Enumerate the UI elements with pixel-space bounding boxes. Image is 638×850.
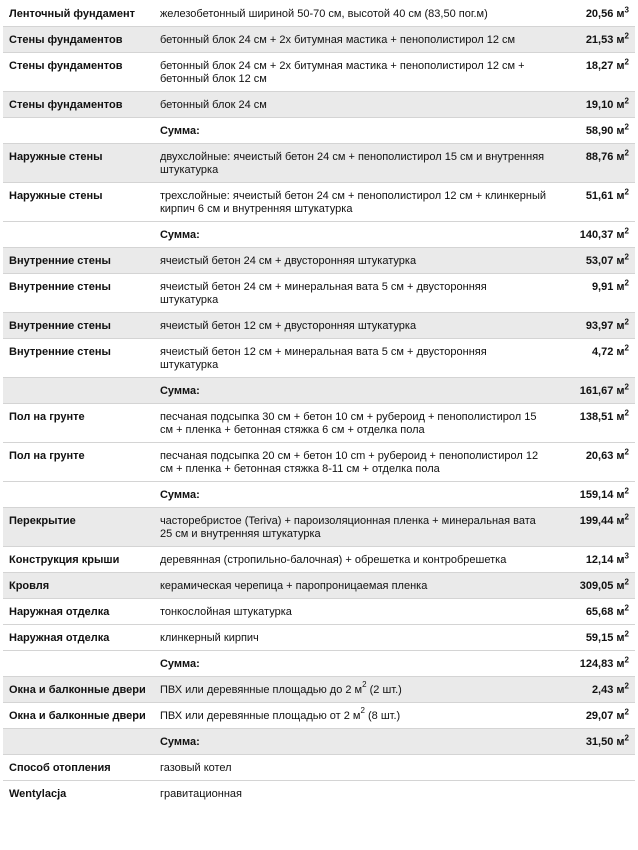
element-name: Наружная отделка (3, 599, 154, 625)
table-row (3, 404, 635, 443)
value-text: 9,91 м (591, 281, 625, 293)
element-name: Способ отопления (3, 755, 154, 781)
unit-exponent: 3 (624, 5, 629, 15)
sum-label: Сумма: (154, 482, 553, 508)
sum-value (552, 118, 635, 144)
unit-exponent: 2 (624, 447, 629, 457)
unit-exponent: 2 (624, 187, 629, 197)
element-value (552, 625, 635, 651)
unit-exponent: 2 (624, 681, 629, 691)
element-value (552, 144, 635, 183)
sum-label: Сумма: (154, 378, 553, 404)
value-text: 88,76 м (585, 151, 625, 163)
element-value (552, 547, 635, 573)
element-name: Наружные стены (3, 183, 154, 222)
unit-exponent: 2 (624, 317, 629, 327)
table-row (3, 781, 635, 807)
unit-exponent: 2 (624, 655, 629, 665)
element-value (552, 339, 635, 378)
unit-exponent: 2 (624, 343, 629, 353)
element-description: гравитационная (154, 781, 553, 807)
value-text: 18,27 м (585, 60, 625, 72)
element-value (552, 92, 635, 118)
row-name-empty (3, 482, 154, 508)
element-value (552, 599, 635, 625)
element-name: Стены фундаментов (3, 92, 154, 118)
sum-row (3, 651, 635, 677)
element-name: Наружная отделка (3, 625, 154, 651)
element-value (552, 53, 635, 92)
value-text: 51,61 м (585, 190, 625, 202)
element-description: ячеистый бетон 12 см + минеральная вата 5 см + двусторонняя штукатурка (154, 339, 553, 378)
element-description: двухслойные: ячеистый бетон 24 см + пенополистирол 15 см и внутренняя штукатурка (154, 144, 553, 183)
table-row (3, 313, 635, 339)
sum-label: Сумма: (154, 651, 553, 677)
sum-value (552, 729, 635, 755)
unit-exponent: 2 (624, 603, 629, 613)
description-tail: (8 шт.) (364, 710, 401, 722)
value-text: 31,50 м (585, 736, 625, 748)
element-description: газовый котел (154, 755, 553, 781)
table-row (3, 677, 635, 703)
value-text: 59,15 м (585, 632, 625, 644)
specification-table (3, 0, 635, 806)
value-text: 20,63 м (585, 450, 625, 462)
element-description: бетонный блок 24 см + 2х битумная мастика + пенополистирол 12 см + бетонный блок 12 см (154, 53, 553, 92)
element-name: Перекрытие (3, 508, 154, 547)
element-value (552, 508, 635, 547)
row-name-empty (3, 651, 154, 677)
unit-exponent: 2 (624, 707, 629, 717)
value-text: 29,07 м (585, 710, 625, 722)
sum-row (3, 482, 635, 508)
element-name: Пол на грунте (3, 443, 154, 482)
element-value (552, 573, 635, 599)
value-text: 159,14 м (579, 489, 625, 501)
element-description: часторебристое (Teriva) + пароизоляционная пленка + минеральная вата 25 см и внутренняя штукатурка (154, 508, 553, 547)
element-name: Ленточный фундамент (9, 8, 136, 20)
description-text: ПВХ или деревянные площадью от 2 м (159, 710, 361, 722)
unit-exponent: 2 (624, 148, 629, 158)
element-value (552, 248, 635, 274)
table-row (3, 274, 635, 313)
row-name-empty (3, 729, 154, 755)
table-row (3, 599, 635, 625)
value-text: 65,68 м (585, 606, 625, 618)
table-row (3, 508, 635, 547)
table-row (3, 144, 635, 183)
element-value (552, 781, 635, 807)
description-superscript: 2 (362, 680, 367, 690)
value-text: 124,83 м (579, 658, 625, 670)
unit-exponent: 2 (624, 31, 629, 41)
element-description: железобетонный шириной 50-70 см, высотой 40 см (83,50 пог.м) (159, 8, 488, 20)
element-description: песчаная подсыпка 30 см + бетон 10 см + рубероид + пенополистирол 15 см + пленка + бетонная стяжка 6 см + отделка пола (154, 404, 553, 443)
value-text: 12,14 м (585, 554, 625, 566)
unit-exponent: 2 (624, 57, 629, 67)
table-row (3, 625, 635, 651)
element-description: бетонный блок 24 см (154, 92, 553, 118)
element-description: ячеистый бетон 24 см + двусторонняя штукатурка (154, 248, 553, 274)
value-text: 19,10 м (585, 99, 625, 111)
sum-label: Сумма: (154, 118, 553, 144)
element-description: ячеистый бетон 24 см + минеральная вата 5 см + двусторонняя штукатурка (154, 274, 553, 313)
element-name: Wentylacja (3, 781, 154, 807)
table-row (3, 703, 635, 729)
unit-exponent: 2 (624, 252, 629, 262)
sum-value (552, 222, 635, 248)
value-text: 138,51 м (579, 411, 625, 423)
element-description (154, 677, 553, 703)
value-text: 20,56 м (585, 8, 625, 20)
value-text: 309,05 м (579, 580, 625, 592)
description-tail: (2 шт.) (366, 684, 402, 696)
element-name: Пол на грунте (3, 404, 154, 443)
value-text: 53,07 м (585, 255, 625, 267)
element-name: Конструкция крыши (3, 547, 154, 573)
sum-value (552, 651, 635, 677)
value-text: 58,90 м (585, 125, 625, 137)
element-description: клинкерный кирпич (154, 625, 553, 651)
element-description: трехслойные: ячеистый бетон 24 см + пенополистирол 12 см + клинкерный кирпич 6 см и внутренняя штукатурка (154, 183, 553, 222)
element-value (552, 0, 635, 27)
unit-exponent: 2 (624, 122, 629, 132)
unit-exponent: 2 (624, 226, 629, 236)
unit-exponent: 3 (624, 551, 629, 561)
row-name-empty (3, 118, 154, 144)
table-row (3, 53, 635, 92)
sum-value (552, 482, 635, 508)
value-text: 161,67 м (579, 385, 625, 397)
element-description: песчаная подсыпка 20 см + бетон 10 cm + рубероид + пенополистирол 12 см + пленка + бетонная стяжка 8-11 см + отделка пола (154, 443, 553, 482)
element-value (552, 755, 635, 781)
table-row (3, 573, 635, 599)
table-row (3, 443, 635, 482)
unit-exponent: 2 (624, 408, 629, 418)
value-text: 140,37 м (579, 229, 625, 241)
sum-label: Сумма: (154, 729, 553, 755)
value-text: 199,44 м (579, 515, 625, 527)
unit-exponent: 2 (624, 278, 629, 288)
unit-exponent: 2 (624, 629, 629, 639)
table-row (3, 547, 635, 573)
element-name: Окна и балконные двери (3, 703, 154, 729)
unit-exponent: 2 (624, 733, 629, 743)
specification-body (3, 0, 635, 806)
sum-row (3, 729, 635, 755)
element-name: Внутренние стены (3, 274, 154, 313)
element-name: Наружные стены (3, 144, 154, 183)
element-value (552, 703, 635, 729)
element-name: Стены фундаментов (3, 53, 154, 92)
table-row (3, 0, 635, 27)
table-row (3, 183, 635, 222)
element-value (552, 27, 635, 53)
value-text: 21,53 м (585, 34, 625, 46)
unit-exponent: 2 (624, 486, 629, 496)
element-name: Окна и балконные двери (3, 677, 154, 703)
row-name-empty (3, 378, 154, 404)
table-row (3, 248, 635, 274)
description-superscript: 2 (360, 706, 365, 716)
element-description: бетонный блок 24 см + 2х битумная мастика + пенополистирол 12 см (154, 27, 553, 53)
element-value (552, 183, 635, 222)
element-name: Стены фундаментов (3, 27, 154, 53)
row-name-empty (3, 222, 154, 248)
element-name: Внутренние стены (3, 313, 154, 339)
element-description: тонкослойная штукатурка (154, 599, 553, 625)
table-row (3, 339, 635, 378)
sum-value (552, 378, 635, 404)
element-value (552, 313, 635, 339)
sum-row (3, 118, 635, 144)
element-value (552, 404, 635, 443)
value-text: 4,72 м (591, 346, 625, 358)
element-value (552, 677, 635, 703)
description-text: ПВХ или деревянные площадью до 2 м (159, 684, 363, 696)
unit-exponent: 2 (624, 512, 629, 522)
element-name: Внутренние стены (3, 248, 154, 274)
element-value (552, 274, 635, 313)
value-text: 93,97 м (585, 320, 625, 332)
element-description (154, 703, 553, 729)
element-name: Внутренние стены (3, 339, 154, 378)
table-row (3, 92, 635, 118)
unit-exponent: 2 (624, 577, 629, 587)
table-row (3, 755, 635, 781)
element-description: керамическая черепица + паропроницаемая пленка (154, 573, 553, 599)
element-description: деревянная (стропильно-балочная) + обрешетка и контробрешетка (154, 547, 553, 573)
table-row (3, 27, 635, 53)
sum-row (3, 378, 635, 404)
element-value (552, 443, 635, 482)
value-text: 2,43 м (591, 684, 625, 696)
sum-row (3, 222, 635, 248)
sum-label: Сумма: (154, 222, 553, 248)
unit-exponent: 2 (624, 382, 629, 392)
unit-exponent: 2 (624, 96, 629, 106)
element-description: ячеистый бетон 12 см + двусторонняя штукатурка (154, 313, 553, 339)
element-name: Кровля (3, 573, 154, 599)
